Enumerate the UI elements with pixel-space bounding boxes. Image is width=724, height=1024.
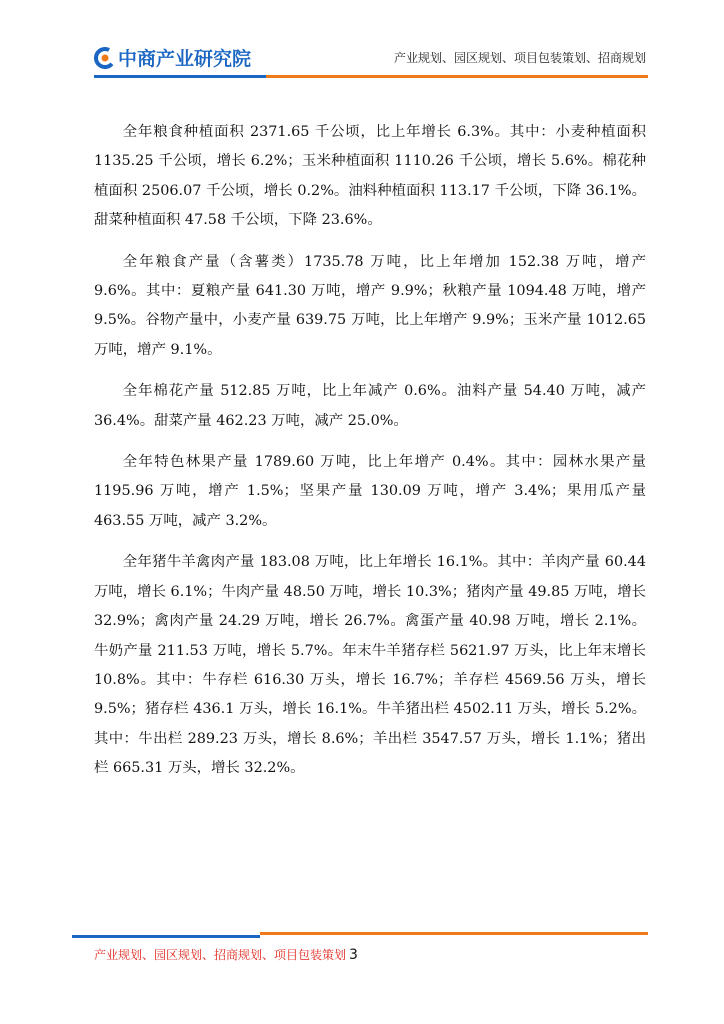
footer-rule-orange: [260, 932, 648, 935]
page-footer: [94, 946, 358, 963]
document-body: [94, 118, 646, 796]
logo-mark-icon: [94, 47, 116, 69]
paragraph-grain-output: 全年粮食产量（含薯类）1735.78 万吨，比上年增加 152.38 万吨，增产 9.6%。其中：夏粮产量 641.30 万吨，增产 9.9%；秋粮产量 1094.48 万吨，增产 9.5%。谷物产量中，小麦产量 639.75 万吨，比上年增产 9.9%；玉米产量 1012.65 万吨，增产 9.1%。: [94, 253, 646, 358]
header-rule-blue: [94, 75, 266, 78]
logo-text: 中商产业研究院: [118, 48, 252, 70]
page-number: 3: [349, 947, 358, 963]
footer-tagline: 产业规划、园区规划、招商规划、项目包装策划: [94, 948, 347, 962]
company-logo: [94, 44, 251, 71]
paragraph-crop-area: 全年粮食种植面积 2371.65 千公顷，比上年增长 6.3%。其中：小麦种植面积 1135.25 千公顷，增长 6.2%；玉米种植面积 1110.26 千公顷，增长 5.6%。棉花种植面积 2506.07 千公顷，增长 0.2%。油料种植面积 113.17 千公顷，下降 36.1%。甜菜种植面积 47.58 千公顷，下降 23.6%。: [94, 124, 646, 229]
header-tagline: 产业规划、园区规划、项目包装策划、招商规划: [393, 51, 646, 65]
paragraph-livestock-output: 全年猪牛羊禽肉产量 183.08 万吨，比上年增长 16.1%。其中：羊肉产量 60.44 万吨，增长 6.1%；牛肉产量 48.50 万吨，增长 10.3%；猪肉产量 49.85 万吨，增长 32.9%；禽肉产量 24.29 万吨，增长 26.7%。禽蛋产量 40.98 万吨，增长 2.1%。牛奶产量 211.53 万吨，增长 5.7%。年末牛羊猪存栏 5621.97 万头，比上年末增长 10.8%。其中：牛存栏 616.30 万头，增长 16.7%；羊存栏 4569.56 万头，增长 9.5%；猪存栏 436.1 万头，增长 16.1%。牛羊猪出栏 4502.11 万头，增长 5.2%。其中：牛出栏 289.23 万头，增长 8.6%；羊出栏 3547.57 万头，增长 1.1%；猪出栏 665.31 万头，增长 32.2%。: [94, 554, 646, 777]
page-header: [0, 0, 724, 82]
footer-rule-blue: [72, 935, 260, 938]
paragraph-cotton-output: 全年棉花产量 512.85 万吨，比上年减产 0.6%。油料产量 54.40 万吨，减产 36.4%。甜菜产量 462.23 万吨，减产 25.0%。: [94, 383, 646, 429]
paragraph-fruit-output: 全年特色林果产量 1789.60 万吨，比上年增产 0.4%。其中：园林水果产量 1195.96 万吨，增产 1.5%；坚果产量 130.09 万吨，增产 3.4%；果用瓜产量 463.55 万吨，减产 3.2%。: [94, 454, 646, 529]
header-rule-orange: [266, 75, 648, 78]
